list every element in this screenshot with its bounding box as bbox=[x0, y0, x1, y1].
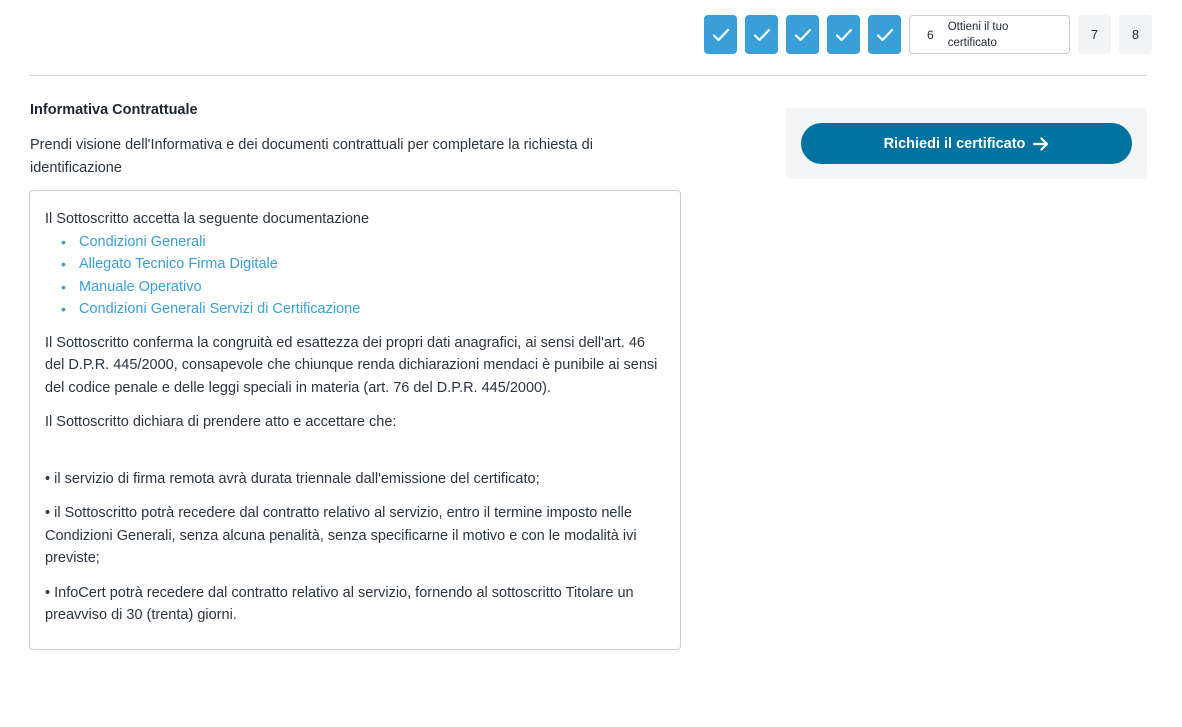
request-certificate-label: Richiedi il certificato bbox=[883, 135, 1026, 152]
step-2-completed[interactable] bbox=[745, 15, 778, 54]
step-1-completed[interactable] bbox=[704, 15, 737, 54]
checkmark-icon bbox=[876, 28, 894, 42]
step-5-completed[interactable] bbox=[868, 15, 901, 54]
list-item bbox=[61, 298, 665, 321]
link-manuale-operativo[interactable]: Manuale Operativo bbox=[79, 278, 202, 295]
checkmark-icon bbox=[835, 28, 853, 42]
document-confirm-text: Il Sottoscritto conferma la congruità ed esattezza dei propri dati anagrafici, ai sensi dell'art. 46 del D.P.R. 445/2000, consapevole che chiunque renda dichiarazioni mendaci è punibile ai sensi del codice penale e delle leggi speciali in materia (art. 76 del D.P.R. 445/2000). bbox=[45, 334, 658, 396]
step-3-completed[interactable] bbox=[786, 15, 819, 54]
section-description: Prendi visione dell'Informativa e dei documenti contrattuali per completare la richiesta di identificazione bbox=[30, 137, 593, 176]
step-current bbox=[909, 15, 1070, 54]
step-current-label: Ottieni il tuo certificato bbox=[947, 20, 1009, 49]
checkmark-icon bbox=[794, 28, 812, 42]
contract-document-box[interactable] bbox=[29, 190, 681, 650]
step-current-number: 6 bbox=[927, 27, 934, 42]
step-4-completed[interactable] bbox=[827, 15, 860, 54]
spacer bbox=[45, 446, 665, 468]
step-7: 7 bbox=[1078, 15, 1111, 54]
document-bullet-3: • InfoCert potrà recedere dal contratto relativo al servizio, fornendo al sottoscritto Titolare un preavviso di 30 (trenta) giorni. bbox=[45, 584, 634, 623]
document-links-list bbox=[45, 231, 665, 321]
list-item bbox=[61, 231, 665, 254]
link-allegato-tecnico[interactable]: Allegato Tecnico Firma Digitale bbox=[79, 256, 278, 272]
request-certificate-button[interactable] bbox=[801, 123, 1132, 164]
document-intro: Il Sottoscritto accetta la seguente documentazione bbox=[45, 211, 370, 227]
link-condizioni-generali[interactable]: Condizioni Generali bbox=[79, 233, 206, 250]
document-bullet-1: • il servizio di firma remota avrà durata triennale dall'emissione del certificato; bbox=[45, 470, 540, 487]
cta-panel bbox=[786, 108, 1147, 179]
list-item bbox=[61, 253, 665, 276]
document-bullet-2: • il Sottoscritto potrà recedere dal contratto relativo al servizio, entro il termine imposto nelle Condizioni Generali, senza alcuna penalità, senza specificarne il motivo e con le modalità ivi previste; bbox=[45, 505, 637, 566]
arrow-right-icon bbox=[1033, 137, 1049, 151]
checkmark-icon bbox=[712, 28, 730, 42]
document-declares-text: Il Sottoscritto dichiara di prendere atto e accettare che: bbox=[45, 414, 397, 430]
checkmark-icon bbox=[753, 28, 771, 42]
link-condizioni-servizi-certificazione[interactable]: Condizioni Generali Servizi di Certificazione bbox=[79, 301, 361, 317]
list-item bbox=[61, 276, 665, 299]
step-8: 8 bbox=[1119, 15, 1152, 54]
progress-stepper bbox=[704, 15, 1152, 54]
section-title: Informativa Contrattuale bbox=[30, 102, 198, 118]
header-divider bbox=[29, 75, 1147, 76]
